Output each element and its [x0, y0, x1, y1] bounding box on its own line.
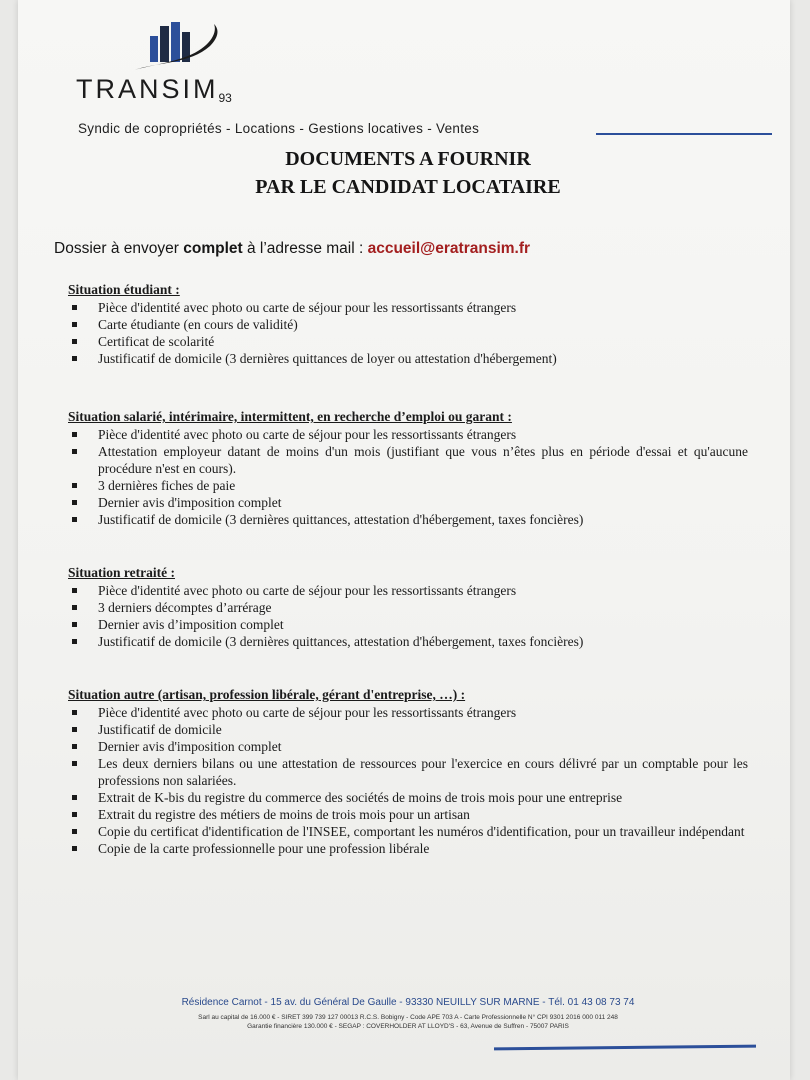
list-item: Attestation employeur datant de moins d'un mois (justifiant que vous n’êtes plus en période d'essai et qu'aucune procédure n'est en cours).: [68, 443, 748, 477]
list-item: Certificat de scolarité: [68, 333, 748, 350]
document-list: [68, 426, 748, 528]
section-title: Situation salarié, intérimaire, intermittent, en recherche d’emploi ou garant :: [68, 409, 512, 424]
send-strong: complet: [183, 240, 243, 257]
list-item: Justificatif de domicile: [68, 721, 748, 738]
transim-logo-icon: [128, 18, 228, 78]
send-middle: à l’adresse mail :: [242, 240, 368, 257]
list-item: Les deux derniers bilans ou une attestation de ressources pour l'exercice en cours délivré par un comptable pour les professions non salariées.: [68, 755, 748, 789]
send-prefix: Dossier à envoyer: [54, 240, 184, 257]
section-other: [68, 686, 748, 857]
list-item: Justificatif de domicile (3 dernières quittances de loyer ou attestation d'hébergement): [68, 350, 748, 367]
list-item: Dernier avis d’imposition complet: [68, 616, 748, 633]
section-title: Situation retraité :: [68, 565, 175, 580]
footer-rule: [494, 1045, 756, 1051]
list-item: Justificatif de domicile (3 dernières quittances, attestation d'hébergement, taxes foncières): [68, 633, 748, 650]
list-item: Pièce d'identité avec photo ou carte de séjour pour les ressortissants étrangers: [68, 582, 748, 599]
section-student: [68, 281, 748, 367]
section-title: Situation étudiant :: [68, 282, 180, 297]
list-item: Extrait de K-bis du registre du commerce des sociétés de moins de trois mois pour une entreprise: [68, 789, 748, 806]
list-item: Dernier avis d'imposition complet: [68, 494, 748, 511]
brand-name: [76, 74, 232, 105]
list-item: Copie de la carte professionnelle pour une profession libérale: [68, 840, 748, 857]
list-item: Dernier avis d'imposition complet: [68, 738, 748, 755]
list-item: Pièce d'identité avec photo ou carte de séjour pour les ressortissants étrangers: [68, 704, 748, 721]
document-list: [68, 704, 748, 857]
list-item: 3 dernières fiches de paie: [68, 477, 748, 494]
list-item: Carte étudiante (en cours de validité): [68, 316, 748, 333]
page-title-line-1: DOCUMENTS A FOURNIR: [285, 148, 531, 170]
document-list: [68, 299, 748, 367]
header-rule: [596, 133, 772, 135]
list-item: Pièce d'identité avec photo ou carte de séjour pour les ressortissants étrangers: [68, 426, 748, 443]
section-employee: [68, 408, 748, 528]
document-page: [18, 0, 790, 1080]
tagline: Syndic de copropriétés - Locations - Gestions locatives - Ventes: [78, 121, 480, 136]
contact-email-link[interactable]: accueil@eratransim.fr: [367, 240, 531, 257]
list-item: 3 derniers décomptes d’arrérage: [68, 599, 748, 616]
section-title: Situation autre (artisan, profession libérale, gérant d'entreprise, …) :: [68, 687, 466, 702]
page-title-line-2: PAR LE CANDIDAT LOCATAIRE: [255, 176, 561, 198]
footer-legal-line-2: Garantie financière 130.000 € - SEGAP : COVERHOLDER AT LLOYD'S - 63, Avenue de Suffren - 75007 PARIS: [247, 1023, 569, 1030]
footer-address: Résidence Carnot - 15 av. du Général De Gaulle - 93330 NEUILLY SUR MARNE - Tél. 01 43 08 73 74: [181, 997, 635, 1008]
brand-suffix: 93: [218, 91, 232, 105]
section-retired: [68, 564, 748, 650]
document-list: [68, 582, 748, 650]
list-item: Pièce d'identité avec photo ou carte de séjour pour les ressortissants étrangers: [68, 299, 748, 316]
send-instructions: [54, 240, 530, 258]
list-item: Extrait du registre des métiers de moins de trois mois pour un artisan: [68, 806, 748, 823]
list-item: Copie du certificat d'identification de l'INSEE, comportant les numéros d'identification, pour un travailleur indépendant: [68, 823, 748, 840]
brand-text: TRANSIM: [76, 74, 219, 104]
footer-legal-line-1: Sarl au capital de 16.000 € - SIRET 399 739 127 00013 R.C.S. Bobigny - Code APE 703 A - Carte Professionnelle N° CPI 9301 2016 000 011 248: [198, 1014, 618, 1021]
list-item: Justificatif de domicile (3 dernières quittances, attestation d'hébergement, taxes foncières): [68, 511, 748, 528]
